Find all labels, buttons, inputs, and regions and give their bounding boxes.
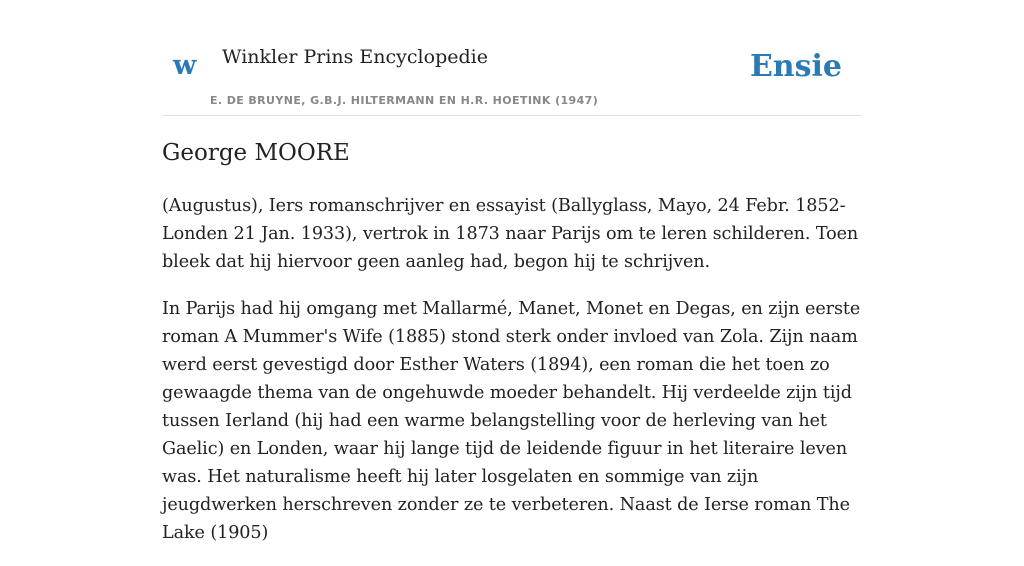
article-paragraph: (Augustus), Iers romanschrijver en essayist (Ballyglass, Mayo, 24 Febr. 1852-Londen 21 Jan. 1933), vertrok in 1873 naar Parijs om te leren schilderen. Toen bleek dat hij hiervoor geen aanleg had, begon hij te schrijven. — [162, 196, 859, 272]
article-body — [162, 192, 862, 566]
article-title: George MOORE — [162, 140, 350, 166]
source-title[interactable]: Winkler Prins Encyclopedie — [222, 46, 488, 68]
article-paragraph: In Parijs had hij omgang met Mallarmé, Manet, Monet en Degas, en zijn eerste roman A Mummer's Wife (1885) stond sterk onder invloed van Zola. Zijn naam werd eerst gevestigd door Esther Waters (1894), een roman die het toen zo gewaagde thema van de ongehuwde moeder behandelt. Hij verdeelde zijn tijd tussen Ierland (hij had een warme belangstelling voor de herleving van het Gaelic) en Londen, waar hij lange tijd de leidende figuur in het literaire leven was. Het naturalisme heeft hij later losgelaten en sommige van zijn jeugdwerken herschreven zonder ze te verbeteren. Naast de Ierse roman The Lake (1905) — [162, 299, 861, 543]
ensie-logo[interactable]: Ensie — [749, 49, 842, 84]
source-authors: E. DE BRUYNE, G.B.J. HILTERMANN EN H.R. HOETINK (1947) — [210, 94, 599, 107]
source-header — [162, 40, 862, 116]
source-logo[interactable]: w — [173, 50, 197, 81]
